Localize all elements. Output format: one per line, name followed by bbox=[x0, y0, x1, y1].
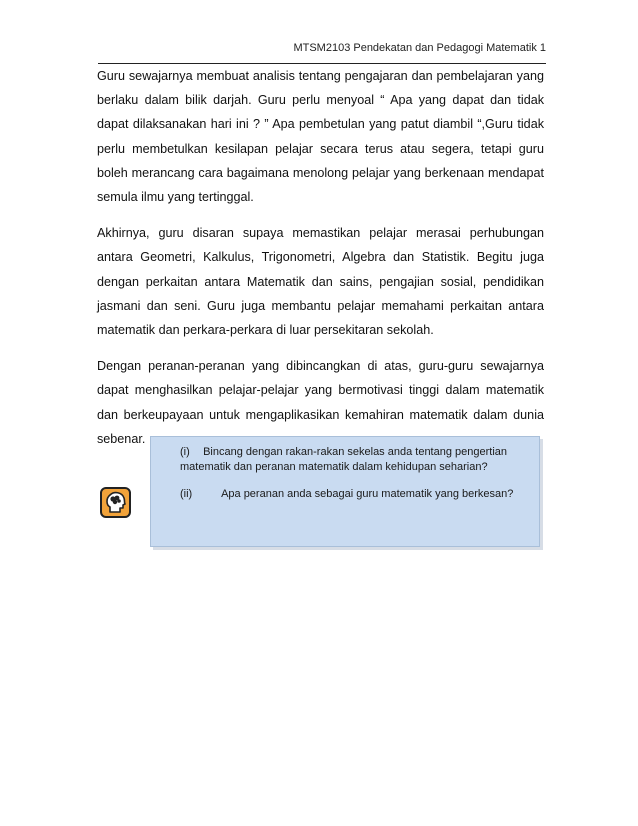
paragraph-3: Dengan peranan-peranan yang dibincangkan di atas, guru-guru sewajarnya dapat menghasilkan pelajar-pelajar yang bermotivasi tinggi dalam matematik dan berkeupayaan untuk mengaplikasikan kemahiran matematik dalam dunia sebenar. bbox=[97, 359, 544, 446]
paragraph-2: Akhirnya, guru disaran supaya memastikan pelajar merasai perhubungan antara Geometri, Kalkulus, Trigonometri, Algebra dan Statistik. Begitu juga dengan perkaitan antara Matematik dan sains, pengajian sosial, pendidikan jasmani dan seni. Guru juga membantu pelajar memahami perkaitan antara matematik dan perkara-perkara di luar persekitaran sekolah. bbox=[97, 226, 544, 338]
main-content bbox=[97, 64, 544, 463]
question-1 bbox=[180, 445, 528, 475]
header-title: MTSM2103 Pendekatan dan Pedagogi Matematik 1 bbox=[293, 42, 546, 54]
activity-box bbox=[97, 436, 544, 551]
paragraph-1: Guru sewajarnya membuat analisis tentang pengajaran dan pembelajaran yang berlaku dalam bilik darjah. Guru perlu menyoal “ Apa yang dapat dan tidak dapat dilaksanakan hari ini ? ” Apa pembetulan yang patut diambil “,Guru tidak perlu membetulkan kesilapan pelajar secara terus atau segera, tetapi guru boleh merancang cara bagaimana menolong pelajar yang berkenaan mendapat semula ilmu yang tertinggal. bbox=[97, 69, 544, 205]
question-2-number: (ii) bbox=[180, 488, 193, 500]
question-1-text: Bincang dengan rakan-rakan sekelas anda tentang pengertian matematik dan peranan matematik dalam kehidupan seharian? bbox=[180, 446, 508, 473]
page-header bbox=[98, 42, 546, 64]
question-2-text: Apa peranan anda sebagai guru matematik yang berkesan? bbox=[221, 488, 514, 500]
thinking-head-icon bbox=[100, 487, 131, 518]
question-2 bbox=[180, 487, 528, 502]
question-1-number: (i) bbox=[180, 446, 190, 458]
activity-panel bbox=[150, 436, 540, 547]
